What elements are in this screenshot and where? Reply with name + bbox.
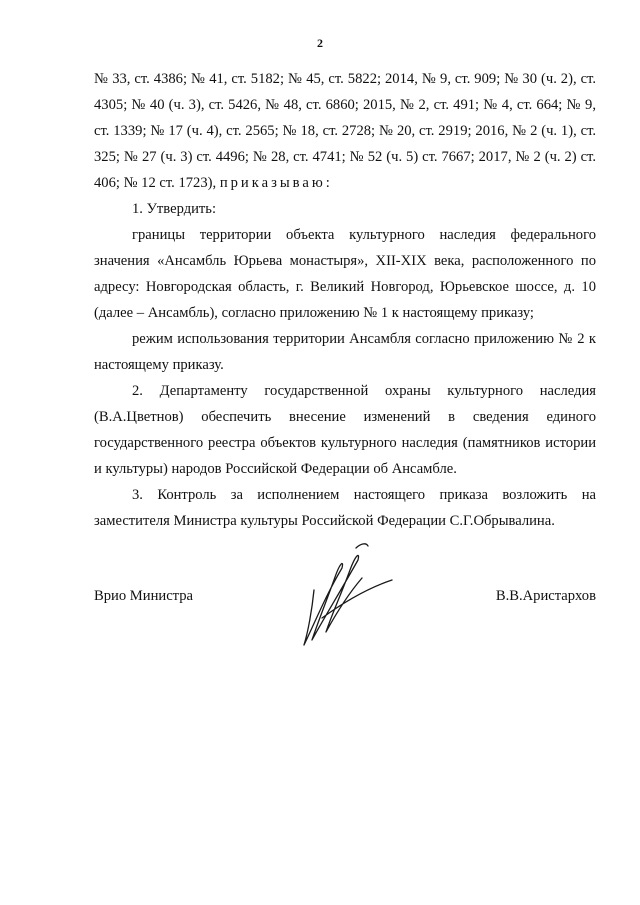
intro-paragraph (94, 66, 596, 196)
item-1-heading: 1. Утвердить: (132, 201, 217, 217)
document-body (94, 66, 596, 534)
item-2: 2. Департаменту государственной охраны культурного наследия (В.А.Цветнов) обеспечить внесение изменений в сведения единого государственного реестра объектов культурного наследия (памятников истории и культуры) народов Российской Федерации об Ансамбле. (94, 383, 596, 477)
signer-title: Врио Министра (94, 588, 193, 604)
item-1-regime: режим использования территории Ансамбля согласно приложению № 2 к настоящему приказу. (94, 331, 596, 373)
signer-name: В.В.Аристархов (495, 588, 596, 604)
page-number: 2 (317, 36, 323, 50)
legal-references: № 33, ст. 4386; № 41, ст. 5182; № 45, ст. 5822; 2014, № 9, ст. 909; № 30 (ч. 2), ст. 4305; № 40 (ч. 3), ст. 5426, № 48, ст. 6860; 2015, № 2, ст. 491; № 4, ст. 664; № 9, ст. 1339; № 17 (ч. 4), ст. 2565; № 18, ст. 2728; № 20, ст. 2919; 2016, № 2 (ч. 1), ст. 325; № 27 (ч. 3) ст. 4496; № 28, ст. 4741; № 52 (ч. 5) ст. 7667; 2017, № 2 (ч. 2) ст. 406; № 12 ст. 1723), (94, 71, 596, 191)
order-word: приказываю: (219, 175, 333, 191)
handwritten-signature (296, 540, 396, 650)
item-3: 3. Контроль за исполнением настоящего приказа возложить на заместителя Министра культуры Российской Федерации С.Г.Обрывалина. (94, 487, 596, 529)
item-1-borders: границы территории объекта культурного наследия федерального значения «Ансамбль Юрьева монастыря», XII-XIX века, расположенного по адресу: Новгородская область, г. Великий Новгород, Юрьевское шоссе, д. 10 (далее – Ансамбль), согласно приложению № 1 к настоящему приказу; (94, 227, 596, 321)
